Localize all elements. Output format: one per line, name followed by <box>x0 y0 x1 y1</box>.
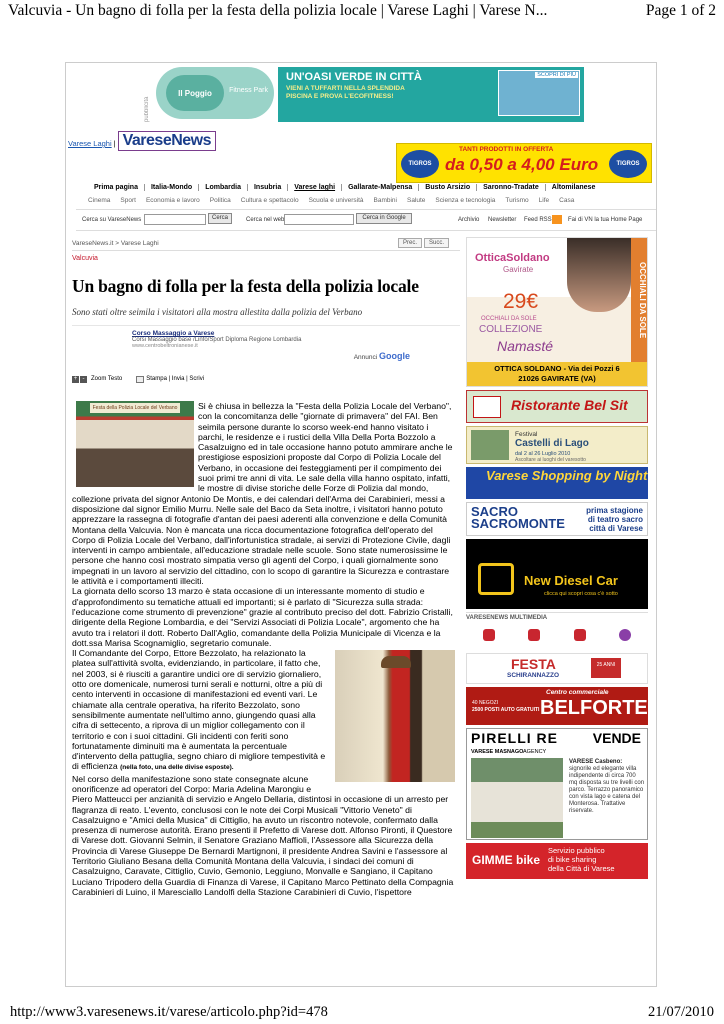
pirelli-description: signorile ed elegante villa indipendente di circa 700 mq disposta su tre livelli con parco. Terrazzo panoramico con vista lago e catena del Monterosa. Trattative riservate. <box>569 766 645 814</box>
belforte-c: 40 NEGOZI <box>472 700 499 706</box>
article-subtitle: Sono stati oltre seimila i visitatori alla mostra allestita dalla polizia del Verbano <box>72 307 460 326</box>
belsit-title: Ristorante Bel Sit <box>511 397 628 413</box>
nav-lombardia[interactable]: Lombardia <box>199 184 248 191</box>
tools-links[interactable]: Stampa | Invia | Scrivi <box>146 376 205 382</box>
google-text-ad[interactable] <box>132 330 412 349</box>
soldano-price: 29€ <box>503 290 539 313</box>
castelli-c: dal 2 al 26 Luglio 2010 <box>515 451 571 457</box>
article-tools <box>72 373 460 385</box>
main-column <box>72 237 460 897</box>
diesel-sub: clicca qui scopri cosa c'è sotto <box>544 591 618 597</box>
footer-url: http://www3.varesenews.it/varese/articolo.php?id=478 <box>10 1004 328 1020</box>
bike-text2: di bike sharing <box>548 855 597 864</box>
breadcrumb-text[interactable]: VareseNews.it > Varese Laghi <box>72 240 159 247</box>
shopping-ad[interactable] <box>466 467 648 499</box>
secondary-nav <box>83 197 579 204</box>
photo-banner: Festa della Polizia Locale del Verbano <box>90 403 180 413</box>
soldano-offer: OCCHIALI DA SOLE <box>481 316 537 322</box>
paragraph-2: La giornata dello scorso 13 marzo è stata occasione di un interessante momento di studio e d'approfondimento su tematiche attuali ed importanti; si è parlato di "Sicurezza sulla strada: l'educazione come strumento di prevenzione" grazie al contributo preciso del dott. Fabrizio Cristalli, dirigente della Regione Lombardia, e dei "Servizi Associati di Polizia Locale", argomento che ha avuto tra i relatori il dott. Roberto Dall'Aglio, comandante della Polizia Municipale di Vicenza e la dott.ssa Marisa Scognamiglio, segretario comunale. <box>72 586 453 648</box>
primary-nav <box>88 184 601 191</box>
belforte-d: 2500 POSTI AUTO GRATUITI <box>472 707 540 713</box>
festa-badge: 25 ANNI <box>591 658 621 678</box>
house-photo <box>471 758 563 838</box>
nav-salute[interactable]: Salute <box>406 197 426 204</box>
engine-icon <box>478 563 514 595</box>
nav-busto-arsizio[interactable]: Busto Arsizio <box>419 184 477 191</box>
sacro-r3: città di Varese <box>589 524 643 533</box>
print-header <box>0 0 724 22</box>
bike-text3: della Città di Varese <box>548 864 615 873</box>
podcast-icon[interactable] <box>619 629 631 641</box>
site-header <box>68 125 216 151</box>
tigros-ad[interactable] <box>396 143 652 183</box>
photo-caption: (nella foto, una delle divise esposte). <box>120 764 234 772</box>
ceremony-photo <box>76 401 194 487</box>
soldano-ad[interactable] <box>466 237 648 387</box>
soldano-addr1: OTTICA SOLDANO - Via dei Pozzi 6 <box>494 364 620 373</box>
pirelli-agency2: AGENCY <box>523 749 547 755</box>
shopping-title: Varese Shopping by Night <box>486 468 648 483</box>
belforte-b: BELFORTE <box>540 697 648 719</box>
nav-insubria[interactable]: Insubria <box>248 184 288 191</box>
next-button[interactable]: Succ. <box>424 238 449 248</box>
site-logo[interactable] <box>118 131 216 151</box>
pirelli-name: PIRELLI RE <box>471 730 559 746</box>
location-link[interactable]: Varese Laghi <box>68 139 112 148</box>
pirelli-vende: VENDE <box>592 730 641 746</box>
ad-url[interactable]: www.centrobeltronianese.it <box>132 343 198 349</box>
nav-prima-pagina[interactable]: Prima pagina <box>88 184 145 191</box>
belforte-ad[interactable] <box>466 687 648 725</box>
nav-altomilanese[interactable]: Altomilanese <box>551 184 596 191</box>
print-icon[interactable] <box>136 376 144 383</box>
poggio-ad[interactable] <box>156 67 274 119</box>
ad-title[interactable]: Corso Massaggio a Varese <box>132 330 215 337</box>
nav-casa[interactable]: Casa <box>559 197 575 204</box>
nav-gallarate-malpensa[interactable]: Gallarate-Malpensa <box>342 184 419 191</box>
model-image <box>567 238 631 312</box>
sacro-right <box>586 506 643 533</box>
pirelli-text <box>569 759 645 815</box>
poggio-name: Il Poggio <box>166 75 224 111</box>
soldano-city: Gavirate <box>503 265 534 274</box>
link-archivio[interactable]: Archivio <box>458 217 480 223</box>
nav-economia[interactable]: Economia e lavoro <box>145 197 200 204</box>
print-title: Valcuvia - Un bagno di folla per la festa della polizia locale | Varese Laghi | Varese N... <box>8 2 548 19</box>
festa-ad[interactable] <box>466 653 648 684</box>
zoom-label: Zoom Testo <box>91 376 123 382</box>
zoom-in-icon[interactable]: + <box>73 375 78 382</box>
print-footer <box>0 1004 724 1021</box>
site-logo-text: VareseNews <box>122 132 212 149</box>
pirelli-city: VARESE Casbeno: <box>569 759 623 765</box>
pubblicita-label: pubblicità <box>144 96 150 122</box>
bike-logo: GIMME bike <box>472 853 541 867</box>
multimedia-box <box>466 612 648 650</box>
link-feed-rss[interactable]: Feed RSS <box>524 217 552 223</box>
bike-text <box>548 846 615 873</box>
nav-cultura[interactable]: Cultura e spettacolo <box>240 197 299 204</box>
sacro-l2: SACROMONTE <box>471 516 565 531</box>
site-search-input[interactable] <box>144 214 206 225</box>
belsit-icon <box>473 396 501 418</box>
page-label: Page 1 of 2 <box>645 2 716 19</box>
top-banner-ad[interactable] <box>144 67 584 122</box>
nav-saronno-tradate[interactable]: Saronno-Tradate <box>477 184 546 191</box>
soldano-name: OtticaSoldano <box>475 252 550 264</box>
nav-varese-laghi[interactable]: Varese laghi <box>288 184 342 191</box>
nav-sport[interactable]: Sport <box>120 197 136 204</box>
search-bar <box>76 209 656 231</box>
diesel-title: New Diesel Car <box>524 573 618 588</box>
oasi-badge[interactable]: SCOPRI DI PIÙ <box>537 72 576 78</box>
oasi-title: UN'OASI VERDE IN CITTÀ <box>286 71 422 83</box>
soldano-collection: COLLEZIONE <box>479 324 543 335</box>
soldano-vertical: OCCHIALI DA SOLE <box>631 238 647 362</box>
nav-politica[interactable]: Politica <box>209 197 231 204</box>
belforte-a: Centro commerciale <box>546 689 609 696</box>
footer-date: 21/07/2010 <box>647 1004 714 1020</box>
sacro-l1: SACRO <box>471 504 518 519</box>
sidebar <box>466 237 648 882</box>
prev-button[interactable]: Prec. <box>398 238 422 248</box>
site-search-label: Cerca su VareseNews <box>82 217 142 223</box>
oasi-line2: PISCINA E PROVA L'ECOFITNESS! <box>286 93 394 100</box>
multimedia-icons <box>466 629 648 641</box>
paragraph-4: Nel corso della manifestazione sono state consegnate alcune onorificenze ad operatori del Corpo: Maria Adelina Marongiu e Piero Matteucci per anzianità di servizio e Angelo Dellaria, distintosi in occasione di un arresto per flagranza di reato. L'evento, conclusosi con le note dei Corpi Musicali "Vittorio Veneto" di Casalzuigno e "Amici della Musica" di Cittiglio, ha avuto un riscontro notevole, confermato dalla presenza di numerose autorità. Erano presenti il Prefetto di Varese dott. Alfonso Pironti, il Questore di Varese dott. Giovanni Selmin, il Senatore Graziano Maffioli, l'Assessore alla Sicurezza della Provincia di Varese Giuseppe De Bernardi Martignoni, il presidente Andrea Savini e l'assessore al Territorio Giuliano Besana della Comunità Montana della Valcuvia, i sindaci dei comuni di Casalzuigno, Caravate, Cittiglio, Cuvio, Gemonio, Leggiuno, Monvalle e Sangiano, il Capitano Luciano Tripodero della Guardia di Finanza di Varese, il Capitano Marco Pettinato della Compagnia Carabinieri di Luino, il Maresciallo Landolfi della Stazione Carabinieri di Cuvio, l'ispettore <box>72 773 454 897</box>
pirelli-ad[interactable] <box>466 728 648 840</box>
castelli-ad[interactable] <box>466 426 648 464</box>
belsit-ad[interactable] <box>466 390 648 423</box>
location-sep: | <box>113 139 116 148</box>
paragraph-1: Si è chiusa in bellezza la "Festa della Polizia Locale del Verbano", con la concomitanza delle "giornate di primavera" del FAI. Ben seimila persone durante lo scorso week-end hanno visitato i parchi, le residenze e i rustici della Villa Della Porta Bozzolo a Casalzuigno ed in tale occasione hanno potuto ammirare anche le prestigiose esposizioni proposte dal Corpo di Polizia Locale del Verbano, in occasione dei festeggiamenti per il compimento dei suoi primi tre anni di vita. Le sale della villa hanno ospitato, infatti, le mostre di divise storiche delle Forze di Polizia dal mondo, collezione privata del signor Antonio De Montis, e dei calendari dell'Arma dei Carabinieri, messi a disposizione dal signor Emilio Murru. Nelle sale del Baco da Seta inoltre, i visitatori hanno potuto apprezzare la rassegna di fotografie d'antan dei paesi aderenti alla convenzione e della Comunità Montana della Valcuvia. Non è mancata una ricca documentazione fotografica dell'operato del Corpo di Polizia Locale del Verbano, dall'infortunistica stradale, ai servizi di Protezione Civile, dagli interventi in campo ambientale, all'educazione stradale nelle scuole. Sono state numerosissime le persone che hanno così mostrato simpatia verso gli agenti del Corpo, i quali giornalmente sono impegnati in un lavoro al servizio del cittadino, con lo scopo di garantire la Sicurezza e contrastare le attività e i comportamenti illeciti. <box>72 401 453 587</box>
soldano-brand: Namasté <box>497 338 554 354</box>
annunci-label: Annunci <box>353 354 378 361</box>
site-search-button[interactable]: Cerca <box>208 213 232 224</box>
castelli-a: Festival <box>515 431 538 438</box>
breadcrumb <box>72 237 460 251</box>
web-search-input[interactable] <box>284 214 354 225</box>
tigros-tag: TANTI PRODOTTI IN OFFERTA <box>459 146 554 153</box>
tigros-logo-left: TIGROS <box>401 150 439 178</box>
web-search-label: Cerca nel web <box>246 217 285 223</box>
nav-cinema[interactable]: Cinema <box>88 197 111 204</box>
diesel-ad[interactable] <box>466 539 648 609</box>
bike-text1: Servizio pubblico <box>548 846 605 855</box>
rss-icon[interactable] <box>552 215 562 224</box>
castelli-b: Castelli di Lago <box>515 438 589 449</box>
photo-hat <box>381 656 411 668</box>
castelli-d: Ascoltare ai luoghi del varesotto <box>515 457 586 463</box>
paragraph-3: Il Comandante del Corpo, Ettore Bezzolato, ha relazionato la platea sull'attività svolta, evidenziando, in particolare, il fatto che, nel 2003, si è riusciti a garantire undici ore di servizio giornaliero, otto ore domenicale, numerosi turni serali e notturni, oltre a più di cento interventi in occasione di manifestazioni ed eventi vari. Le chiamate alla centrale operativa, ha riferito Bezzolato, sono sensibilmente aumentate nell'ultimo anno, giungendo quasi alla cifra di settecento, a riprova di un miglior collegamento con il territorio e con i suoi cittadini. Gli incidenti con feriti sono fortunatamente diminuiti ma è aumentata la percentuale d'intervento della pattuglia, segno chiaro di migliore tempestività e di efficienza <box>72 648 326 772</box>
tigros-price: da 0,50 a 4,00 Euro <box>445 155 599 174</box>
link-newsletter[interactable]: Newsletter <box>488 217 517 223</box>
nav-bambini[interactable]: Bambini <box>373 197 397 204</box>
pirelli-agency: VARESE MASNAGO <box>471 749 524 755</box>
nav-italia-mondo[interactable]: Italia-Mondo <box>145 184 199 191</box>
poggio-tag: Fitness Park <box>229 87 268 94</box>
sacro-r2: di teatro sacro <box>587 515 643 524</box>
tigros-logo-right: TIGROS <box>609 150 647 178</box>
uniform-photo <box>335 650 455 782</box>
photo-icon[interactable] <box>574 629 586 641</box>
sacro-ad[interactable] <box>466 502 648 536</box>
google-logo: Google <box>379 351 410 361</box>
section-label[interactable]: Valcuvia <box>72 255 98 262</box>
festa-sub: SCHIRANNAZZO <box>507 672 559 679</box>
bike-ad[interactable] <box>466 843 648 879</box>
zoom-out-icon[interactable]: - <box>80 376 87 383</box>
castelli-image <box>471 430 509 460</box>
multimedia-title: VARESENEWS MULTIMEDIA <box>466 615 548 621</box>
article-headline: Un bagno di folla per la festa della polizia locale <box>72 276 419 296</box>
nav-scuola[interactable]: Scuola e università <box>308 197 364 204</box>
soldano-addr2: 21026 GAVIRATE (VA) <box>518 374 596 383</box>
annunci-google[interactable] <box>72 351 410 361</box>
festa-title: FESTA <box>511 656 556 672</box>
nav-life[interactable]: Life <box>538 197 550 204</box>
sacro-left <box>471 506 565 530</box>
link-home-page[interactable]: Fai di VN la tua Home Page <box>568 217 643 223</box>
web-page <box>65 62 657 987</box>
oasi-line1: VIENI A TUFFARTI NELLA SPLENDIDA <box>286 85 405 92</box>
camera-icon[interactable] <box>528 629 540 641</box>
article-body <box>72 401 455 897</box>
tv-icon[interactable] <box>483 629 495 641</box>
nav-scienza[interactable]: Scienza e tecnologia <box>435 197 496 204</box>
sacro-r1: prima stagione <box>586 506 643 515</box>
ad-description: Corsi Massaggio base /Linfo/Sport Diploma Regione Lombardia <box>132 337 302 343</box>
nav-turismo[interactable]: Turismo <box>505 197 529 204</box>
google-search-button[interactable]: Cerca in Google <box>356 213 412 224</box>
oasi-ad[interactable] <box>278 67 584 122</box>
soldano-address <box>467 362 647 386</box>
